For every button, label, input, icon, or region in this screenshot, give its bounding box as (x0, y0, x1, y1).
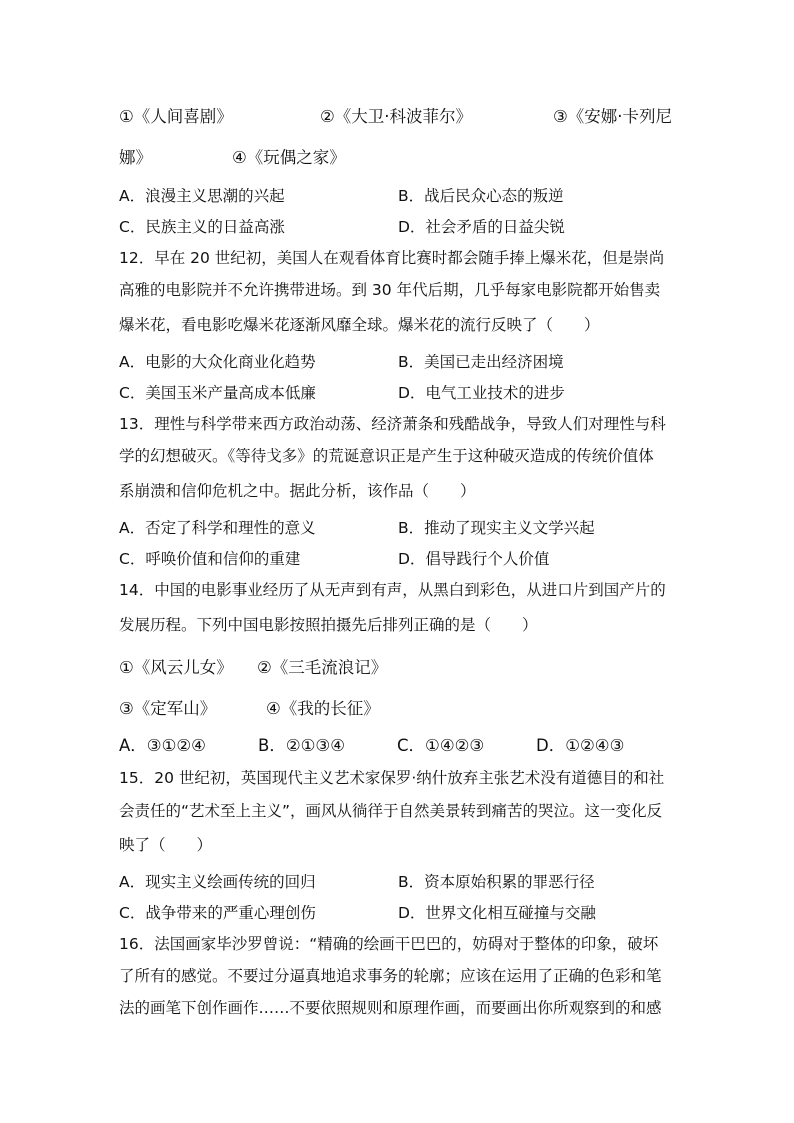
option-line: 娜》 (119, 148, 152, 167)
question-12-text: 爆米花，看电影吃爆米花逐渐风靡全球。爆米花的流行反映了（ ） (119, 316, 600, 334)
answer-choice: D．电气工业技术的进步 (398, 384, 565, 402)
answer-choice: B．资本原始积累的罪恶行径 (398, 873, 595, 891)
question-16-text: 了所有的感觉。不要过分逼真地追求事务的轮廓；应该在运用了正确的色彩和笔 (119, 967, 662, 985)
answer-choice: C．①④②③ (397, 736, 485, 755)
question-12-text: 12．早在 20 世纪初，美国人在观看体育比赛时都会随手捧上爆米花，但是崇尚 (119, 249, 665, 267)
option-line: ①《人间喜剧》 (119, 107, 233, 126)
option-line: ②《三毛流浪记》 (257, 658, 388, 677)
question-13-text: 13．理性与科学带来西方政治动荡、经济萧条和残酷战争，导致人们对理性与科 (119, 415, 666, 433)
answer-choice: B．美国已走出经济困境 (398, 353, 564, 371)
answer-choice: D．①②④③ (536, 736, 625, 755)
question-15-text: 映了（ ） (119, 836, 213, 854)
question-13-text: 学的幻想破灭。《等待戈多》的荒诞意识正是产生于这种破灭造成的传统价值体 (119, 447, 654, 465)
question-13-text: 系崩溃和信仰危机之中。据此分析，该作品（ ） (119, 482, 476, 500)
question-15-text: 15．20 世纪初，英国现代主义艺术家保罗·纳什放弃主张艺术没有道德目的和社 (119, 769, 665, 787)
answer-choice: A．否定了科学和理性的意义 (119, 519, 316, 537)
answer-choice: C．美国玉米产量高成本低廉 (119, 384, 316, 402)
question-16-text: 法的画笔下创作画作……不要依照规则和原理作画，而要画出你所观察到的和感 (119, 999, 662, 1017)
question-14-text: 14．中国的电影事业经历了从无声到有声，从黑白到彩色，从进口片到国产片的 (119, 581, 666, 599)
option-line: ③《安娜·卡列尼 (553, 107, 673, 126)
answer-choice: B．②①③④ (258, 736, 345, 755)
option-line: ③《定军山》 (119, 699, 217, 718)
answer-choice: C．呼唤价值和信仰的重建 (119, 550, 301, 568)
answer-choice: D．世界文化相互碰撞与交融 (398, 904, 596, 922)
option-line: ②《大卫·科波菲尔》 (320, 107, 473, 126)
answer-choice: A．浪漫主义思潮的兴起 (119, 187, 285, 205)
answer-choice: B．战后民众心态的叛逆 (398, 187, 564, 205)
question-12-text: 高雅的电影院并不允许携带进场。到 30 年代后期，几乎每家电影院都开始售卖 (119, 281, 661, 299)
question-14-text: 发展历程。下列中国电影按照拍摄先后排列正确的是（ ） (119, 616, 538, 634)
option-line: ④《玩偶之家》 (232, 148, 346, 167)
answer-choice: D．社会矛盾的日益尖锐 (398, 218, 565, 236)
answer-choice: A．③①②④ (119, 736, 206, 755)
answer-choice: B．推动了现实主义文学兴起 (398, 519, 595, 537)
question-15-text: 会责任的“艺术至上主义”，画风从徜徉于自然美景转到痛苦的哭泣。这一变化反 (119, 802, 663, 820)
answer-choice: C．战争带来的严重心理创伤 (119, 904, 316, 922)
answer-choice: D．倡导践行个人价值 (398, 550, 550, 568)
answer-choice: A．电影的大众化商业化趋势 (119, 353, 316, 371)
option-line: ①《风云儿女》 (119, 658, 233, 677)
option-line: ④《我的长征》 (266, 699, 380, 718)
question-16-text: 16．法国画家毕沙罗曾说：“精确的绘画干巴巴的，妨碍对于整体的印象，破坏 (119, 935, 659, 953)
answer-choice: A．现实主义绘画传统的回归 (119, 873, 316, 891)
answer-choice: C．民族主义的日益高涨 (119, 218, 285, 236)
